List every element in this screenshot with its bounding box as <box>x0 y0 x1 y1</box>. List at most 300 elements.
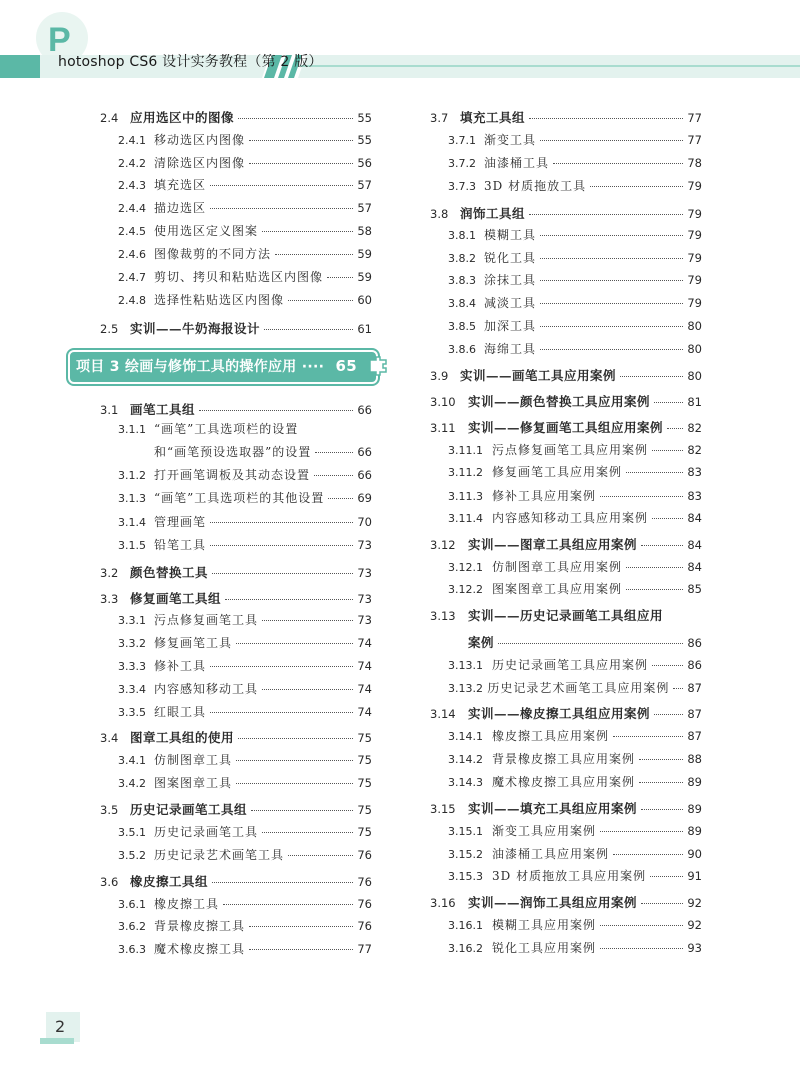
entry-title: 修补工具 <box>154 659 207 673</box>
toc-entry <box>448 318 702 334</box>
entry-number: 3.11 <box>430 421 456 435</box>
toc-entry <box>430 801 702 817</box>
toc-entry <box>430 420 702 436</box>
leader-dots <box>212 882 353 883</box>
entry-page: 57 <box>357 178 372 192</box>
entry-page: 92 <box>687 896 702 910</box>
toc-entry <box>430 368 702 384</box>
entry-title: 实训——橡皮擦工具组应用案例 <box>468 706 651 721</box>
toc-entry <box>118 177 372 193</box>
entry-page: 87 <box>687 729 702 743</box>
entry-title: 3D 材质拖放工具 <box>484 179 587 193</box>
entry-number: 3.15 <box>430 802 456 816</box>
toc-entry <box>448 657 702 673</box>
entry-number: 3.6.3 <box>118 943 146 956</box>
entry-title: 渐变工具 <box>484 133 537 147</box>
entry-page: 88 <box>687 752 702 766</box>
entry-number: 2.4.8 <box>118 294 146 307</box>
entry-page: 76 <box>357 848 372 862</box>
entry-page: 66 <box>357 445 372 459</box>
entry-page: 89 <box>687 802 702 816</box>
entry-page: 74 <box>357 682 372 696</box>
entry-page: 60 <box>357 293 372 307</box>
toc-entry <box>430 110 702 126</box>
toc-entry <box>100 874 372 890</box>
toc-entry <box>448 559 702 575</box>
entry-title: 移动选区内图像 <box>154 133 246 147</box>
entry-title: 实训——填充工具组应用案例 <box>468 801 638 816</box>
entry-title: 魔术橡皮擦工具应用案例 <box>492 775 636 789</box>
toc-entry <box>118 658 372 674</box>
entry-page: 80 <box>687 369 702 383</box>
entry-title: 魔术橡皮擦工具 <box>154 942 246 956</box>
leader-dots <box>540 258 683 259</box>
entry-page: 87 <box>687 681 702 695</box>
entry-page: 79 <box>687 207 702 221</box>
toc-entry <box>448 581 702 597</box>
leader-dots <box>540 280 683 281</box>
entry-page: 75 <box>357 731 372 745</box>
toc-entry <box>118 752 372 768</box>
entry-page: 73 <box>357 566 372 580</box>
entry-title: 锐化工具 <box>484 251 537 265</box>
leader-dots <box>238 738 353 739</box>
leader-dots <box>288 855 353 856</box>
entry-title: 填充工具组 <box>460 110 526 125</box>
toc-entry <box>118 635 372 651</box>
entry-title: 内容感知移动工具应用案例 <box>492 511 649 525</box>
toc-entry <box>118 537 372 553</box>
entry-number: 3.14.3 <box>448 776 483 789</box>
entry-number: 3.13.2 <box>448 682 483 695</box>
leader-dots <box>249 163 353 164</box>
entry-title: 仿制图章工具 <box>154 753 233 767</box>
leader-dots <box>249 926 353 927</box>
entry-number: 2.4.1 <box>118 134 146 147</box>
entry-title: 修复画笔工具组 <box>130 591 222 606</box>
entry-page: 75 <box>357 753 372 767</box>
leader-dots <box>249 140 353 141</box>
entry-page: 58 <box>357 224 372 238</box>
toc-entry <box>118 918 372 934</box>
leader-dots <box>654 402 683 403</box>
entry-title: 实训——润饰工具组应用案例 <box>468 895 638 910</box>
entry-number: 2.4 <box>100 111 119 125</box>
entry-title: 使用选区定义图案 <box>154 224 259 238</box>
toc-entry <box>100 565 372 581</box>
leader-dots <box>328 498 353 499</box>
entry-page: 86 <box>687 658 702 672</box>
toc-entry <box>448 488 702 504</box>
leader-dots <box>652 450 683 451</box>
entry-number: 3.8.5 <box>448 320 476 333</box>
toc-entry <box>100 591 372 607</box>
entry-number: 3.4 <box>100 731 119 745</box>
entry-title: 和“画笔预设选取器”的设置 <box>154 445 312 459</box>
toc-entry <box>154 444 372 460</box>
toc-entry <box>118 490 372 506</box>
entry-title: 涂抹工具 <box>484 273 537 287</box>
leader-dots <box>540 303 683 304</box>
toc-entry <box>448 227 702 243</box>
leader-dots <box>210 712 353 713</box>
leader-dots <box>238 118 353 119</box>
entry-number: 3.2 <box>100 566 119 580</box>
leader-dots <box>626 589 683 590</box>
toc-entry <box>448 510 702 526</box>
entry-title: 减淡工具 <box>484 296 537 310</box>
chapter-label <box>76 356 357 376</box>
toc-entry <box>448 295 702 311</box>
chapter-page: 65 <box>335 357 357 375</box>
toc-entry <box>448 132 702 148</box>
entry-title: 历史记录画笔工具应用案例 <box>492 658 649 672</box>
entry-page: 91 <box>687 869 702 883</box>
leader-dots <box>529 118 683 119</box>
toc-entry <box>118 246 372 262</box>
leader-dots <box>626 472 683 473</box>
entry-page: 55 <box>357 111 372 125</box>
entry-title: 图章工具组的使用 <box>130 730 235 745</box>
toc-entry <box>430 706 702 722</box>
leader-dots <box>251 810 353 811</box>
leader-dots <box>652 518 683 519</box>
entry-number: 3.4.1 <box>118 754 146 767</box>
entry-number: 3.16.1 <box>448 919 483 932</box>
toc-entry <box>448 178 702 194</box>
entry-page: 92 <box>687 918 702 932</box>
toc-entry <box>448 272 702 288</box>
toc-entry <box>448 823 702 839</box>
leader-dots <box>249 949 353 950</box>
toc-entry <box>118 132 372 148</box>
toc-entry <box>118 223 372 239</box>
leader-dots <box>652 665 683 666</box>
entry-page: 73 <box>357 613 372 627</box>
leader-dots <box>673 688 683 689</box>
toc-entry <box>448 728 702 744</box>
toc-entry <box>430 206 702 222</box>
entry-title: 实训——修复画笔工具组应用案例 <box>468 420 664 435</box>
leader-dots <box>600 831 683 832</box>
leader-dots <box>223 904 353 905</box>
toc-entry <box>468 635 702 651</box>
entry-number: 3.12.1 <box>448 561 483 574</box>
entry-page: 76 <box>357 897 372 911</box>
leader-dots <box>600 948 683 949</box>
entry-page: 77 <box>687 133 702 147</box>
leader-dots <box>210 185 353 186</box>
leader-dots <box>236 783 353 784</box>
leader-dots <box>199 410 353 411</box>
entry-number: 3.6 <box>100 875 119 889</box>
entry-number: 3.12.2 <box>448 583 483 596</box>
toc-entry <box>430 394 702 410</box>
entry-title: 橡皮擦工具应用案例 <box>492 729 610 743</box>
leader-dots <box>613 854 683 855</box>
entry-page: 59 <box>357 247 372 261</box>
entry-number: 2.4.5 <box>118 225 146 238</box>
entry-page: 80 <box>687 319 702 333</box>
entry-title: 历史记录艺术画笔工具 <box>154 848 285 862</box>
entry-number: 3.12 <box>430 538 456 552</box>
entry-number: 3.16 <box>430 896 456 910</box>
leader-dots <box>641 903 683 904</box>
entry-number: 3.1.4 <box>118 516 146 529</box>
toc-entry <box>448 940 702 956</box>
toc-entry <box>118 467 372 483</box>
entry-number: 3.13.1 <box>448 659 483 672</box>
toc-entry <box>118 514 372 530</box>
entry-title: 管理画笔 <box>154 515 207 529</box>
entry-page: 77 <box>687 111 702 125</box>
toc-entry <box>118 941 372 957</box>
leader-dots <box>275 254 353 255</box>
entry-page: 76 <box>357 919 372 933</box>
leader-dots <box>641 545 683 546</box>
entry-number: 2.4.6 <box>118 248 146 261</box>
entry-page: 66 <box>357 468 372 482</box>
header-title <box>48 21 323 71</box>
entry-page: 74 <box>357 659 372 673</box>
entry-title: 选择性粘贴选区内图像 <box>154 293 285 307</box>
entry-number: 3.3.2 <box>118 637 146 650</box>
leader-dots <box>641 809 683 810</box>
toc-entry <box>100 321 372 337</box>
entry-number: 3.8 <box>430 207 449 221</box>
leader-dots <box>650 876 683 877</box>
entry-page: 89 <box>687 824 702 838</box>
toc-entry <box>100 802 372 818</box>
entry-page: 78 <box>687 156 702 170</box>
leader-dots <box>654 714 683 715</box>
entry-title: 历史记录画笔工具 <box>154 825 259 839</box>
entry-number: 3.14.1 <box>448 730 483 743</box>
leader-dots <box>288 300 353 301</box>
leader-dots <box>264 329 353 330</box>
entry-title: 画笔工具组 <box>130 402 196 417</box>
entry-title: 油漆桶工具应用案例 <box>492 847 610 861</box>
leader-dots <box>620 376 683 377</box>
entry-title: 颜色替换工具 <box>130 565 209 580</box>
toc-entry <box>118 775 372 791</box>
leader-dots <box>667 428 683 429</box>
entry-page: 79 <box>687 251 702 265</box>
entry-number: 2.4.7 <box>118 271 146 284</box>
entry-number: 3.14.2 <box>448 753 483 766</box>
leader-dots <box>540 326 683 327</box>
entry-page: 89 <box>687 775 702 789</box>
entry-number: 3.3.4 <box>118 683 146 696</box>
entry-number: 3.3.1 <box>118 614 146 627</box>
entry-title: 内容感知移动工具 <box>154 682 259 696</box>
entry-page: 93 <box>687 941 702 955</box>
entry-number: 3.15.2 <box>448 848 483 861</box>
toc-entry <box>448 751 702 767</box>
entry-page: 57 <box>357 201 372 215</box>
entry-title: 海绵工具 <box>484 342 537 356</box>
toc-entry <box>448 442 702 458</box>
entry-number: 3.5.2 <box>118 849 146 862</box>
entry-title: 模糊工具 <box>484 228 537 242</box>
entry-number: 3.6.2 <box>118 920 146 933</box>
entry-page: 69 <box>357 491 372 505</box>
entry-page: 84 <box>687 560 702 574</box>
chapter-title: 项目 3 绘画与修饰工具的操作应用 <box>76 359 297 375</box>
entry-page: 87 <box>687 707 702 721</box>
toc-entry <box>118 200 372 216</box>
toc-entry <box>100 730 372 746</box>
toc-entry <box>448 774 702 790</box>
entry-number: 3.10 <box>430 395 456 409</box>
leader-dots <box>600 496 683 497</box>
entry-title: “画笔”工具选项栏的其他设置 <box>154 491 325 505</box>
entry-title: 填充选区 <box>154 178 207 192</box>
entry-title: 红眼工具 <box>154 705 207 719</box>
leader-dots <box>529 214 683 215</box>
entry-number: 3.6.1 <box>118 898 146 911</box>
entry-page: 66 <box>357 403 372 417</box>
leader-dots <box>225 599 353 600</box>
entry-number: 3.8.6 <box>448 343 476 356</box>
entry-number: 3.1.1 <box>118 423 146 436</box>
toc-entry <box>448 155 702 171</box>
entry-page: 84 <box>687 511 702 525</box>
toc-entry <box>118 155 372 171</box>
entry-number: 3.4.2 <box>118 777 146 790</box>
toc-entry <box>448 341 702 357</box>
entry-title: 背景橡皮擦工具 <box>154 919 246 933</box>
entry-number: 2.4.3 <box>118 179 146 192</box>
entry-title: 清除选区内图像 <box>154 156 246 170</box>
chapter-dots: ···· <box>301 359 325 375</box>
page-number: 2 <box>55 1017 66 1036</box>
toc-entry <box>118 421 372 437</box>
chapter-ornament-icon <box>368 356 388 376</box>
entry-title: 橡皮擦工具 <box>154 897 220 911</box>
entry-page: 55 <box>357 133 372 147</box>
entry-title: 图案图章工具 <box>154 776 233 790</box>
entry-title: 渐变工具应用案例 <box>492 824 597 838</box>
entry-number: 3.8.1 <box>448 229 476 242</box>
entry-number: 3.7 <box>430 111 449 125</box>
leader-dots <box>314 475 353 476</box>
toc-entry <box>118 269 372 285</box>
entry-page: 90 <box>687 847 702 861</box>
entry-title: 润饰工具组 <box>460 206 526 221</box>
toc-entry <box>100 402 372 418</box>
entry-page: 61 <box>357 322 372 336</box>
leader-dots <box>600 925 683 926</box>
entry-number: 3.5.1 <box>118 826 146 839</box>
entry-title: 修复画笔工具 <box>154 636 233 650</box>
entry-title: 应用选区中的图像 <box>130 110 235 125</box>
entry-number: 3.16.2 <box>448 942 483 955</box>
toc-entry <box>430 608 702 624</box>
entry-title: 剪切、拷贝和粘贴选区内图像 <box>154 270 324 284</box>
entry-number: 3.1 <box>100 403 119 417</box>
entry-page: 74 <box>357 636 372 650</box>
entry-title: 修复画笔工具应用案例 <box>492 465 623 479</box>
entry-title: 锐化工具应用案例 <box>492 941 597 955</box>
entry-number: 2.4.2 <box>118 157 146 170</box>
entry-page: 80 <box>687 342 702 356</box>
leader-dots <box>315 452 353 453</box>
entry-title: 图像裁剪的不同方法 <box>154 247 272 261</box>
leader-dots <box>498 643 683 644</box>
entry-title: 图案图章工具应用案例 <box>492 582 623 596</box>
leader-dots <box>262 231 353 232</box>
entry-number: 3.15.3 <box>448 870 483 883</box>
entry-page: 82 <box>687 443 702 457</box>
leader-dots <box>553 163 683 164</box>
entry-number: 2.4.4 <box>118 202 146 215</box>
entry-page: 75 <box>357 776 372 790</box>
entry-number: 3.13 <box>430 609 456 623</box>
entry-page: 86 <box>687 636 702 650</box>
entry-number: 3.11.1 <box>448 444 483 457</box>
entry-number: 3.1.5 <box>118 539 146 552</box>
entry-title: 仿制图章工具应用案例 <box>492 560 623 574</box>
entry-page: 73 <box>357 538 372 552</box>
entry-number: 2.5 <box>100 322 119 336</box>
leader-dots <box>639 759 683 760</box>
toc-entry <box>430 537 702 553</box>
leader-dots <box>210 522 353 523</box>
entry-number: 3.8.2 <box>448 252 476 265</box>
entry-page: 74 <box>357 705 372 719</box>
toc-entry <box>118 704 372 720</box>
entry-number: 3.15.1 <box>448 825 483 838</box>
entry-page: 59 <box>357 270 372 284</box>
toc-entry <box>118 847 372 863</box>
entry-page: 75 <box>357 825 372 839</box>
entry-title: “画笔”工具选项栏的设置 <box>154 422 299 436</box>
toc-entry <box>448 917 702 933</box>
entry-page: 83 <box>687 489 702 503</box>
entry-page: 79 <box>687 296 702 310</box>
entry-page: 79 <box>687 273 702 287</box>
entry-page: 79 <box>687 179 702 193</box>
entry-number: 3.7.3 <box>448 180 476 193</box>
leader-dots <box>212 573 353 574</box>
entry-title: 实训——颜色替换工具应用案例 <box>468 394 651 409</box>
leader-dots <box>540 235 683 236</box>
leader-dots <box>590 186 683 187</box>
leader-dots <box>236 643 353 644</box>
toc-entry <box>118 896 372 912</box>
entry-title: 铅笔工具 <box>154 538 207 552</box>
entry-page: 79 <box>687 228 702 242</box>
toc-entry <box>430 895 702 911</box>
entry-title: 实训——历史记录画笔工具组应用 <box>468 608 664 623</box>
entry-number: 3.5 <box>100 803 119 817</box>
entry-page: 77 <box>357 942 372 956</box>
entry-number: 3.8.3 <box>448 274 476 287</box>
entry-title: 加深工具 <box>484 319 537 333</box>
toc-entry <box>118 681 372 697</box>
entry-page: 82 <box>687 421 702 435</box>
entry-page: 70 <box>357 515 372 529</box>
entry-number: 3.3 <box>100 592 119 606</box>
chapter-banner <box>62 350 382 382</box>
leader-dots <box>327 277 353 278</box>
entry-title: 描边选区 <box>154 201 207 215</box>
entry-title: 油漆桶工具 <box>484 156 550 170</box>
leader-dots <box>613 736 683 737</box>
entry-number: 3.7.1 <box>448 134 476 147</box>
toc-entry <box>448 846 702 862</box>
